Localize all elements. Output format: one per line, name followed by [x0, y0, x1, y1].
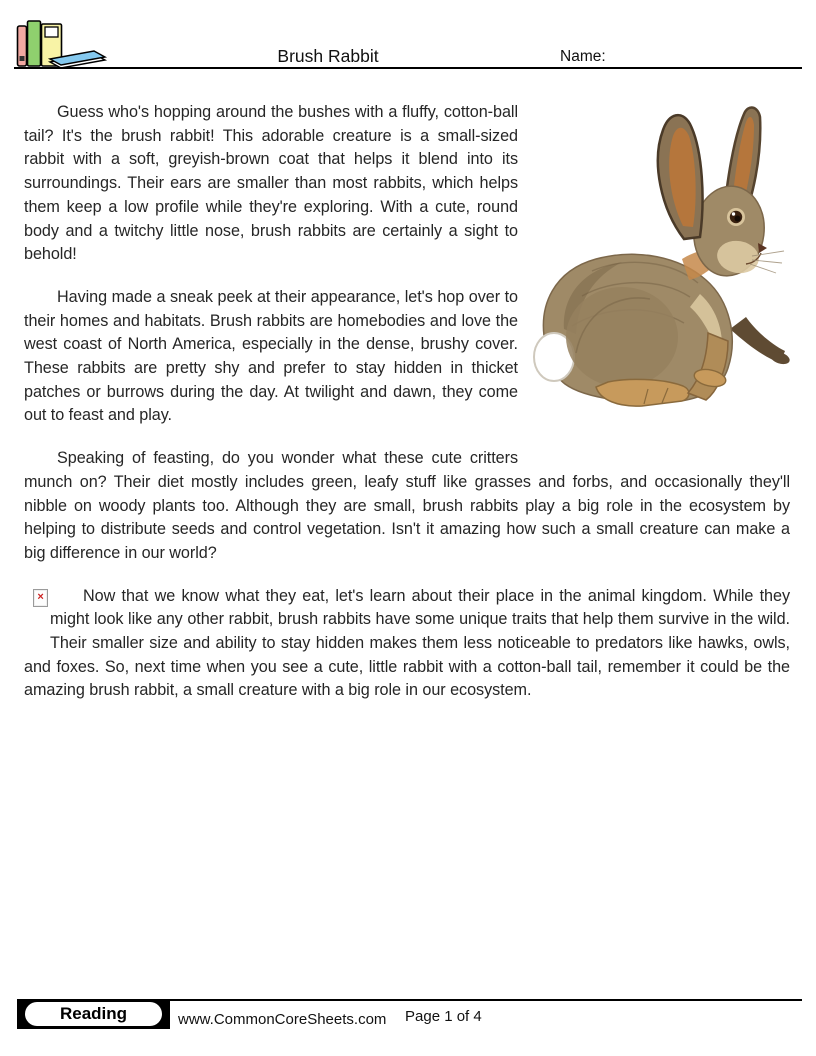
paragraph-text: Now that we know what they eat, let's learn about their place in the animal kingdom. While they might look like any other rabbit, brush rabbits have some unique traits that help them survive in the wild. Their smaller size and ability to stay hidden makes them less noticeable to predators like hawks, owls, and foxes. So, next time when you see a cute, little rabbit with a cotton-ball tail, remember it could be the amazing brush rabbit, a small creature with a big role in our ecosystem. [24, 586, 790, 700]
footer-rule [169, 999, 802, 1001]
rabbit-photo [532, 101, 800, 414]
name-label: Name: [560, 48, 606, 65]
passage-paragraph-4 [24, 585, 790, 704]
header-rule [14, 67, 802, 69]
paragraph-text: Guess who's hopping around the bushes with a fluffy, cotton-ball tail? It's the brush rabbit! This adorable creature is a small-sized rabbit with a soft, greyish-brown coat that helps it blend into its surroundings. Their ears are smaller than most rabbits, which helps them keep a low profile while they're exploring. With a cute, round body and a twitchy little nose, brush rabbits are certainly a sight to behold! [24, 103, 518, 264]
paragraph-text: Speaking of feasting, do you wonder what these cute critters munch on? Their diet mostly includes green, leafy stuff like grasses and forbs, and occasionally they'll nibble on woody plants too. Although they are small, brush rabbits play a big role in the ecosystem by helping to distribute seeds and control vegetation. Isn't it amazing how such a small creature can make a big difference in our world? [24, 449, 790, 562]
rabbit-photo-image [532, 101, 800, 414]
paragraph-text: Having made a sneak peek at their appearance, let's hop over to their homes and habitats. Brush rabbits are homebodies and love the west coast of North America, especially in the dense, brushy cover. These rabbits are pretty shy and prefer to stay hidden in thicket patches or burrows during the day. At twilight and dawn, they come out to feast and play. [24, 287, 518, 425]
reading-passage [24, 101, 790, 722]
page-number: Page 1 of 4 [405, 1008, 482, 1025]
category-badge-label: Reading [25, 1002, 162, 1026]
broken-image-icon: × [33, 589, 48, 607]
passage-paragraph-3 [24, 447, 790, 566]
books-logo-icon [14, 18, 108, 68]
category-badge [17, 999, 170, 1029]
worksheet-title: Brush Rabbit [277, 46, 379, 66]
website-text: www.CommonCoreSheets.com [178, 1011, 387, 1028]
